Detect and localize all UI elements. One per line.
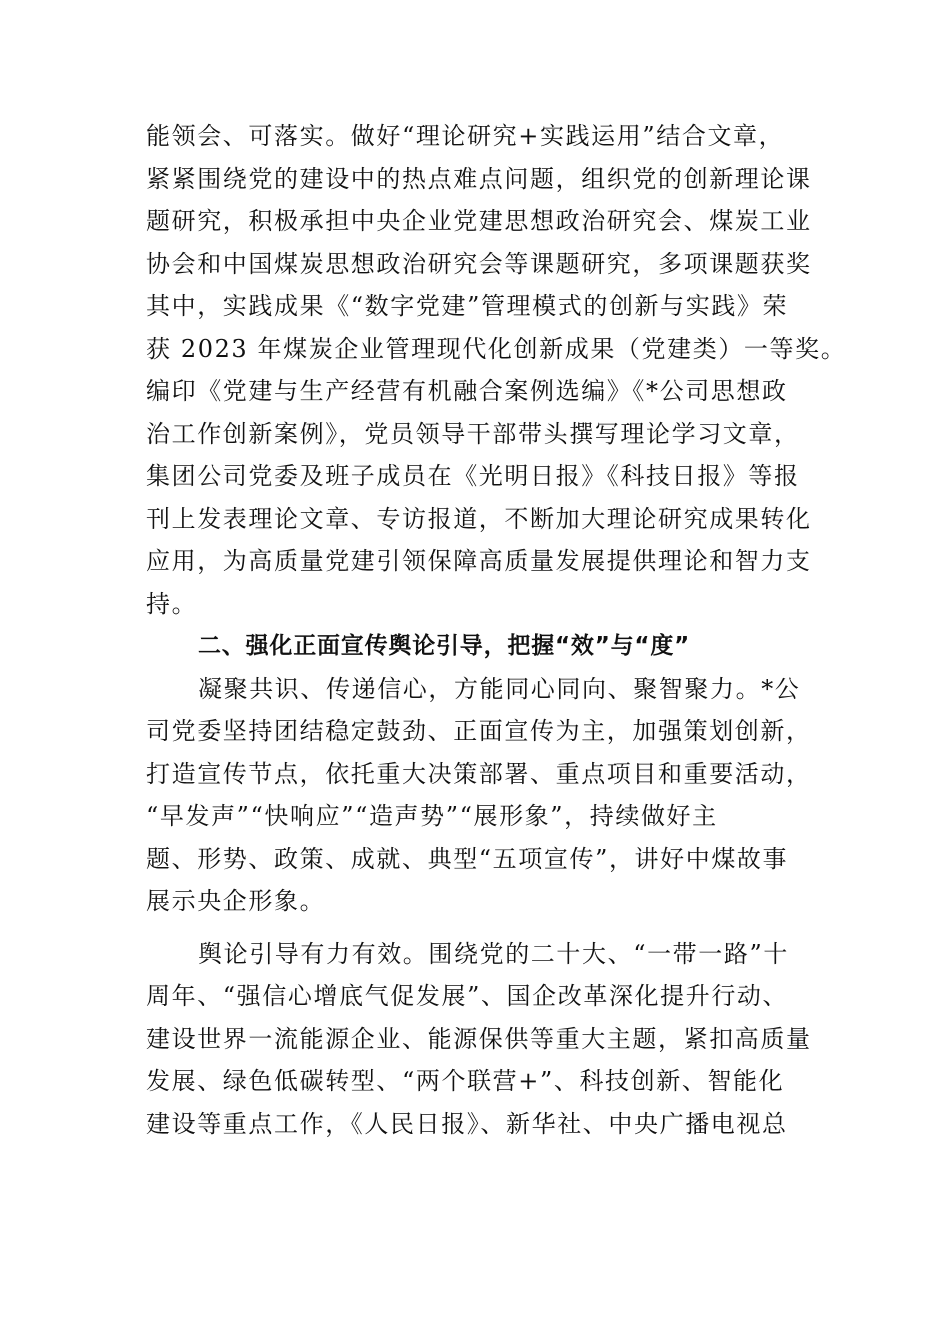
text-line: 其中，实践成果《“数字党建”管理模式的创新与实践》荣 (146, 292, 789, 320)
text-line: 凝聚共识、传递信心，方能同心同向、聚智聚力。*公 (198, 674, 801, 703)
text-line: 展示央企形象。 (146, 887, 326, 915)
text-line: 建设等重点工作，《人民日报》、新华社、中央广播电视总 (146, 1109, 788, 1138)
text-line: 治工作创新案例》，党员领导干部带头撰写理论学习文章， (146, 419, 800, 448)
paragraph-spacer (146, 923, 814, 933)
text-line: 打造宣传节点，依托重大决策部署、重点项目和重要活动， (146, 759, 812, 788)
paragraph-3 (146, 933, 814, 1146)
section-heading: 二、强化正面宣传舆论引导，把握“效”与“度” (198, 633, 691, 659)
paragraph-2 (146, 668, 814, 923)
paragraph-1 (146, 115, 847, 625)
text-line: 建设世界一流能源企业、能源保供等重大主题，紧扣高质量 (146, 1024, 812, 1053)
text-line: 司党委坚持团结稳定鼓劲、正面宣传为主，加强策划创新， (146, 717, 812, 745)
text-line: 协会和中国煤炭思想政治研究会等课题研究，多项课题获奖 (146, 249, 812, 278)
text-line: 获 2023 年煤炭企业管理现代化创新成果（党建类）一等奖。 (146, 334, 847, 363)
text-line: 题研究，积极承担中央企业党建思想政治研究会、煤炭工业 (146, 207, 812, 235)
text-line: 周年、“强信心增底气促发展”、国企改革深化提升行动、 (146, 982, 789, 1010)
text-line: 持。 (146, 589, 198, 618)
text-line: 发展、绿色低碳转型、“两个联营+”、科技创新、智能化 (146, 1067, 785, 1095)
text-line: 能领会、可落实。做好“理论研究+实践运用”结合文章， (146, 122, 785, 150)
text-line: 应用，为高质量党建引领保障高质量发展提供理论和智力支 (146, 547, 812, 575)
text-line: “早发声”“快响应”“造声势”“展形象”，持续做好主 (146, 802, 718, 830)
document-body (146, 115, 847, 1145)
text-line: 题、形势、政策、成就、典型“五项宣传”，讲好中煤故事 (146, 844, 789, 873)
text-line: 集团公司党委及班子成员在《光明日报》《科技日报》等报 (146, 462, 800, 490)
text-line: 刊上发表理论文章、专访报道，不断加大理论研究成果转化 (146, 504, 812, 533)
text-line: 紧紧围绕党的建设中的热点难点问题，组织党的创新理论课 (146, 164, 812, 193)
text-line: 编印《党建与生产经营有机融合案例选编》《*公司思想政 (146, 377, 788, 405)
text-line: 舆论引导有力有效。围绕党的二十大、“一带一路”十 (198, 939, 789, 968)
